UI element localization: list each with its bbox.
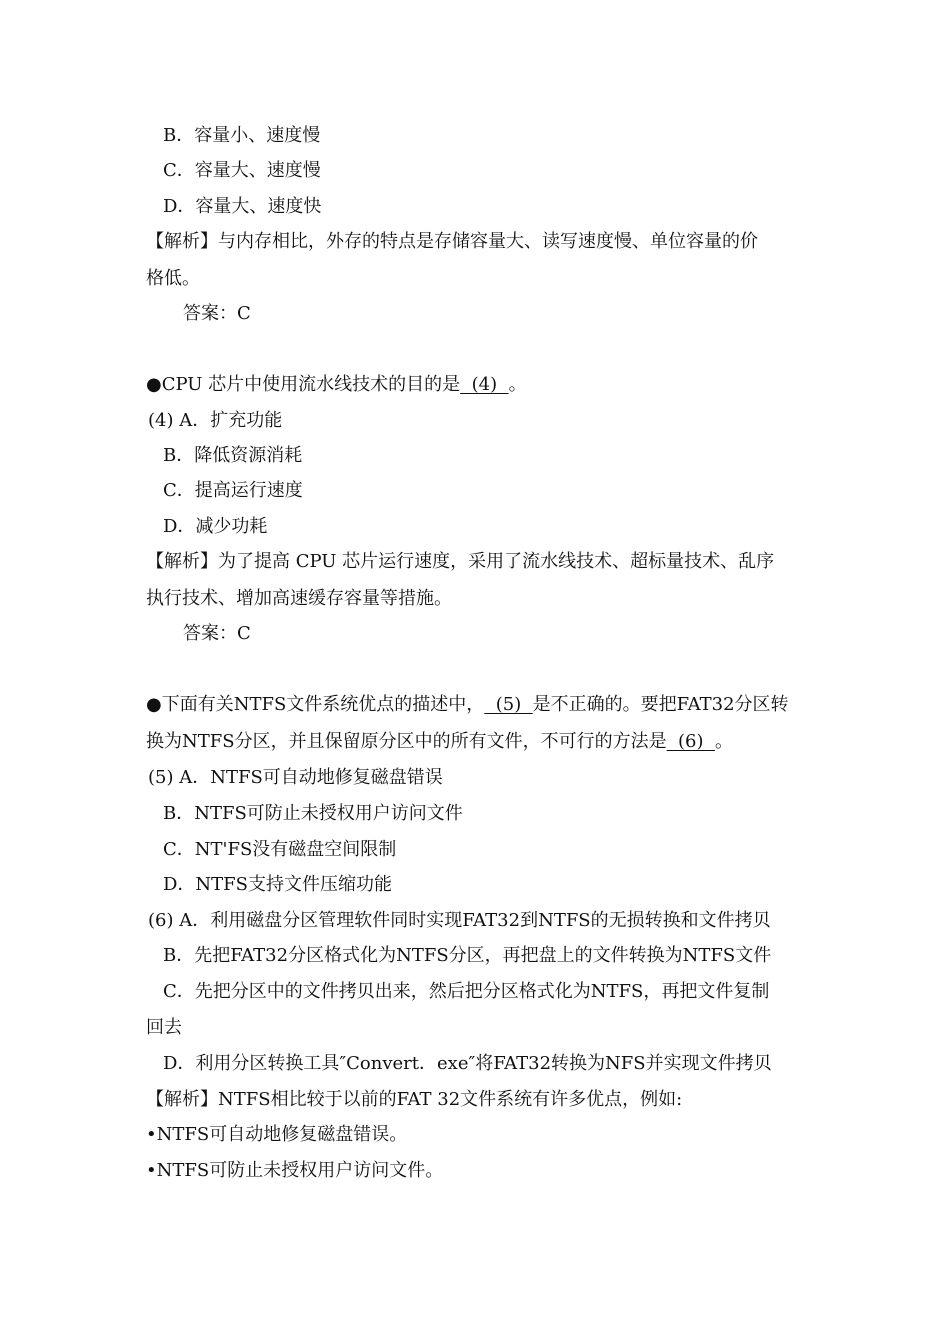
- q5-option-b: B．NTFS可防止未授权用户访问文件: [163, 803, 463, 824]
- q3-option-c: C．容量大、速度慢: [163, 160, 321, 181]
- q4-analysis-line-1: 【解析】为了提高 CPU 芯片运行速度，采用了流水线技术、超标量技术、乱序: [146, 551, 775, 572]
- q6-option-a: (6) A．利用磁盘分区管理软件同时实现FAT32到NTFS的无损转换和文件拷贝: [148, 910, 771, 931]
- q3-answer: 答案：C: [183, 303, 251, 324]
- q4-stem-text: ●CPU 芯片中使用流水线技术的目的是: [146, 374, 461, 395]
- q56-stem-line-2: [146, 730, 733, 754]
- q4-analysis-line-2: 执行技术、增加高速缓存容量等措施。: [146, 588, 452, 609]
- q6-blank: (6): [666, 731, 715, 752]
- q5-blank: (5): [484, 694, 533, 715]
- q56-stem-text-2: 是不正确的。要把FAT32分区转: [532, 694, 789, 715]
- q3-analysis-line-2: 格低。: [146, 268, 200, 289]
- q4-option-b: B．降低资源消耗: [163, 445, 303, 466]
- q4-option-d: D．减少功耗: [163, 516, 268, 537]
- q4-blank: (4): [460, 374, 509, 395]
- q6-option-c-line-2: 回去: [146, 1017, 182, 1038]
- q4-answer: 答案：C: [183, 623, 251, 644]
- q56-analysis: 【解析】NTFS相比较于以前的FAT 32文件系统有许多优点，例如:: [146, 1089, 683, 1110]
- q4-option-c: C．提高运行速度: [163, 480, 303, 501]
- q3-option-d: D．容量大、速度快: [163, 196, 322, 217]
- q4-stem: [146, 373, 527, 397]
- q5-option-c: C．NT'FS没有磁盘空间限制: [163, 839, 397, 860]
- q56-bullet-2: •NTFS可防止未授权用户访问文件。: [146, 1160, 444, 1181]
- q5-option-d: D．NTFS支持文件压缩功能: [163, 874, 393, 895]
- q56-stem-text-3: 换为NTFS分区，并且保留原分区中的所有文件，不可行的方法是: [146, 731, 667, 752]
- q6-option-d: D．利用分区转换工具″Convert．exe″将FAT32转换为NFS并实现文件拷贝: [163, 1053, 772, 1074]
- q6-option-c-line-1: C．先把分区中的文件拷贝出来，然后把分区格式化为NTFS，再把文件复制: [163, 981, 770, 1002]
- q56-bullet-1: •NTFS可自动地修复磁盘错误。: [146, 1124, 408, 1145]
- q5-option-a: (5) A．NTFS可自动地修复磁盘错误: [148, 767, 443, 788]
- q4-option-a: (4) A．扩充功能: [148, 410, 283, 431]
- q6-option-b: B．先把FAT32分区格式化为NTFS分区，再把盘上的文件转换为NTFS文件: [163, 945, 772, 966]
- q56-stem-line-1: [146, 693, 789, 717]
- q4-stem-end: 。: [508, 374, 527, 395]
- q56-stem-end: 。: [714, 731, 733, 752]
- q56-stem-text-1: ●下面有关NTFS文件系统优点的描述中，: [146, 694, 485, 715]
- q3-analysis-line-1: 【解析】与内存相比，外存的特点是存储容量大、读写速度慢、单位容量的价: [146, 231, 758, 252]
- q3-option-b: B．容量小、速度慢: [163, 125, 321, 146]
